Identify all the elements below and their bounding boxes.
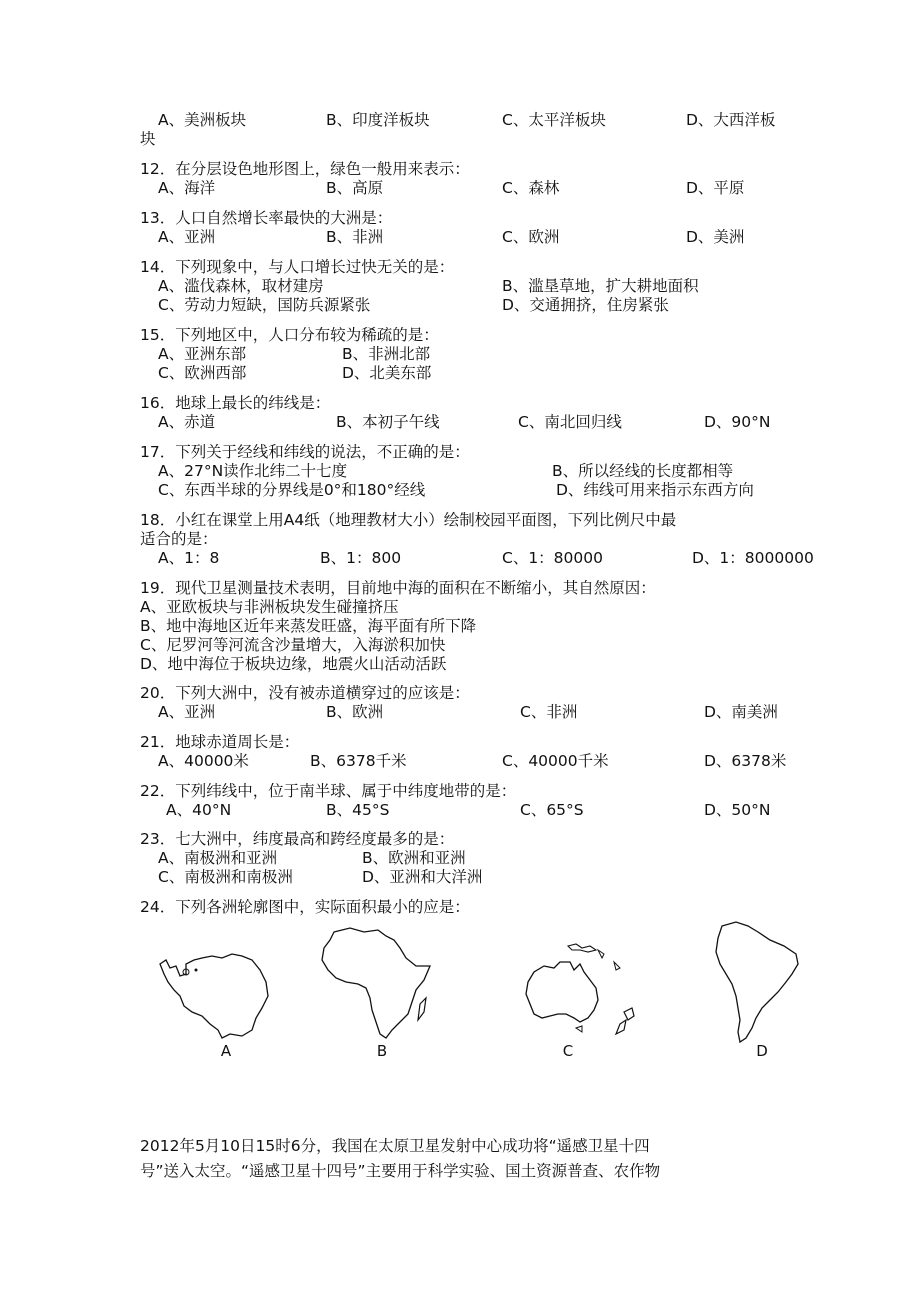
question-stem: 22．下列纬线中，位于南半球、属于中纬度地带的是： bbox=[140, 782, 517, 800]
options-row bbox=[140, 849, 820, 868]
question-stem: 16．地球上最长的纬线是： bbox=[140, 394, 331, 412]
question-11 bbox=[140, 111, 820, 149]
option-a: A、40°N bbox=[166, 801, 232, 819]
options-row bbox=[140, 179, 820, 198]
question-20 bbox=[140, 684, 820, 722]
options-row bbox=[140, 752, 820, 771]
question-24 bbox=[140, 898, 820, 917]
question-13 bbox=[140, 209, 820, 247]
options-row bbox=[140, 481, 820, 500]
option-b: B、欧洲和亚洲 bbox=[362, 849, 466, 867]
option-a: A、1：8 bbox=[158, 549, 220, 567]
options-row bbox=[140, 413, 820, 432]
option-d: D、纬线可用来指示东西方向 bbox=[556, 481, 754, 499]
option-c: C、南极洲和南极洲 bbox=[158, 868, 293, 886]
question-stem: 14．下列现象中，与人口增长过快无关的是： bbox=[140, 258, 455, 276]
option-a: A、亚洲东部 bbox=[158, 345, 247, 363]
question-22 bbox=[140, 782, 820, 820]
option-a: A、赤道 bbox=[158, 413, 216, 431]
question-stem: 15．下列地区中，人口分布较为稀疏的是： bbox=[140, 326, 439, 344]
options-row bbox=[140, 703, 820, 722]
question-15 bbox=[140, 326, 820, 383]
option-a: A、南极洲和亚洲 bbox=[158, 849, 278, 867]
question-stem: 18．小红在课堂上用A4纸（地理教材大小）绘制校园平面图，下列比例尺中最 bbox=[140, 511, 677, 529]
question-stem-cont: 适合的是： bbox=[140, 530, 218, 548]
option-c: C、欧洲 bbox=[502, 228, 560, 246]
option-c: C、森林 bbox=[502, 179, 560, 197]
option-d: D、1：8000000 bbox=[692, 549, 814, 567]
continent-outlines bbox=[150, 920, 810, 1070]
options-row bbox=[140, 277, 820, 296]
figure-label-c: C bbox=[562, 1042, 574, 1060]
option-d: D、北美东部 bbox=[342, 364, 432, 382]
antarctica-outline-icon bbox=[156, 950, 272, 1042]
options-row bbox=[140, 801, 820, 820]
option-c: C、40000千米 bbox=[502, 752, 609, 770]
question-16 bbox=[140, 394, 820, 432]
options-row bbox=[140, 868, 820, 887]
africa-outline-icon bbox=[320, 926, 436, 1042]
question-18 bbox=[140, 511, 820, 568]
south-america-outline-icon bbox=[712, 920, 802, 1044]
option-b: B、1：800 bbox=[320, 549, 402, 567]
options-row bbox=[140, 345, 820, 364]
question-stem: 17．下列关于经线和纬线的说法，不正确的是： bbox=[140, 443, 470, 461]
question-stem: 13．人口自然增长率最快的大洲是： bbox=[140, 209, 393, 227]
question-12 bbox=[140, 160, 820, 198]
option-d: D、90°N bbox=[704, 413, 771, 431]
question-stem: 19．现代卫星测量技术表明，目前地中海的面积在不断缩小，其自然原因： bbox=[140, 579, 656, 597]
options-row bbox=[140, 462, 820, 481]
oceania-outline-icon bbox=[524, 942, 646, 1042]
option-wrap: 块 bbox=[140, 130, 156, 148]
question-17 bbox=[140, 443, 820, 500]
option-c: C、南北回归线 bbox=[518, 413, 622, 431]
option-b: B、滥垦草地，扩大耕地面积 bbox=[502, 277, 699, 295]
option-b: B、欧洲 bbox=[326, 703, 384, 721]
option-c: C、东西半球的分界线是0°和180°经线 bbox=[158, 481, 426, 499]
option-a: A、亚洲 bbox=[158, 228, 216, 246]
options-row bbox=[140, 549, 820, 568]
option-c: C、1：80000 bbox=[502, 549, 603, 567]
option-b: B、非洲 bbox=[326, 228, 384, 246]
option-c: C、尼罗河等河流含沙量增大，入海淤积加快 bbox=[140, 636, 446, 654]
options-row bbox=[140, 111, 820, 130]
option-d: D、交通拥挤，住房紧张 bbox=[502, 296, 669, 314]
passage-line-2: 号”送入太空。“遥感卫星十四号”主要用于科学实验、国土资源普查、农作物 bbox=[140, 1162, 661, 1180]
option-d: D、6378米 bbox=[704, 752, 787, 770]
question-stem: 12．在分层设色地形图上，绿色一般用来表示： bbox=[140, 160, 470, 178]
options-row bbox=[140, 228, 820, 247]
figure-label-a: A bbox=[220, 1042, 232, 1060]
option-a: A、40000米 bbox=[158, 752, 249, 770]
question-23 bbox=[140, 830, 820, 887]
option-b: B、印度洋板块 bbox=[326, 111, 430, 129]
question-stem: 23．七大洲中，纬度最高和跨经度最多的是： bbox=[140, 830, 455, 848]
option-d: D、美洲 bbox=[686, 228, 745, 246]
option-b: B、45°S bbox=[326, 801, 390, 819]
option-b: B、所以经线的长度都相等 bbox=[552, 462, 734, 480]
option-a: A、亚欧板块与非洲板块发生碰撞挤压 bbox=[140, 598, 399, 616]
figure-label-d: D bbox=[756, 1042, 768, 1060]
option-a: A、亚洲 bbox=[158, 703, 216, 721]
options-row bbox=[140, 364, 820, 383]
option-d: D、50°N bbox=[704, 801, 771, 819]
figure-label-b: B bbox=[376, 1042, 388, 1060]
options-row bbox=[140, 296, 820, 315]
option-b: B、6378千米 bbox=[310, 752, 407, 770]
reading-passage bbox=[140, 1134, 800, 1184]
question-14 bbox=[140, 258, 820, 315]
option-a: A、27°N读作北纬二十七度 bbox=[158, 462, 348, 480]
option-a: A、海洋 bbox=[158, 179, 216, 197]
option-c: C、65°S bbox=[520, 801, 584, 819]
question-stem: 24．下列各洲轮廓图中，实际面积最小的应是： bbox=[140, 898, 470, 916]
option-a: A、滥伐森林，取材建房 bbox=[158, 277, 324, 295]
option-d: D、平原 bbox=[686, 179, 745, 197]
question-stem: 20．下列大洲中，没有被赤道横穿过的应该是： bbox=[140, 684, 470, 702]
option-c: C、劳动力短缺，国防兵源紧张 bbox=[158, 296, 371, 314]
option-b: B、非洲北部 bbox=[342, 345, 431, 363]
option-d: D、亚洲和大洋洲 bbox=[362, 868, 483, 886]
question-21 bbox=[140, 733, 820, 771]
option-d: D、地中海位于板块边缘，地震火山活动活跃 bbox=[140, 655, 447, 673]
passage-line-1: 2012年5月10日15时6分，我国在太原卫星发射中心成功将“遥感卫星十四 bbox=[140, 1137, 650, 1155]
option-a: A、美洲板块 bbox=[158, 111, 247, 129]
option-c: C、非洲 bbox=[520, 703, 578, 721]
option-c: C、欧洲西部 bbox=[158, 364, 247, 382]
question-stem: 21．地球赤道周长是： bbox=[140, 733, 300, 751]
option-b: B、本初子午线 bbox=[336, 413, 440, 431]
question-19 bbox=[140, 579, 820, 674]
option-c: C、太平洋板块 bbox=[502, 111, 606, 129]
option-d: D、南美洲 bbox=[704, 703, 778, 721]
option-d: D、大西洋板 bbox=[686, 111, 776, 129]
option-b: B、高原 bbox=[326, 179, 384, 197]
option-b: B、地中海地区近年来蒸发旺盛，海平面有所下降 bbox=[140, 617, 477, 635]
